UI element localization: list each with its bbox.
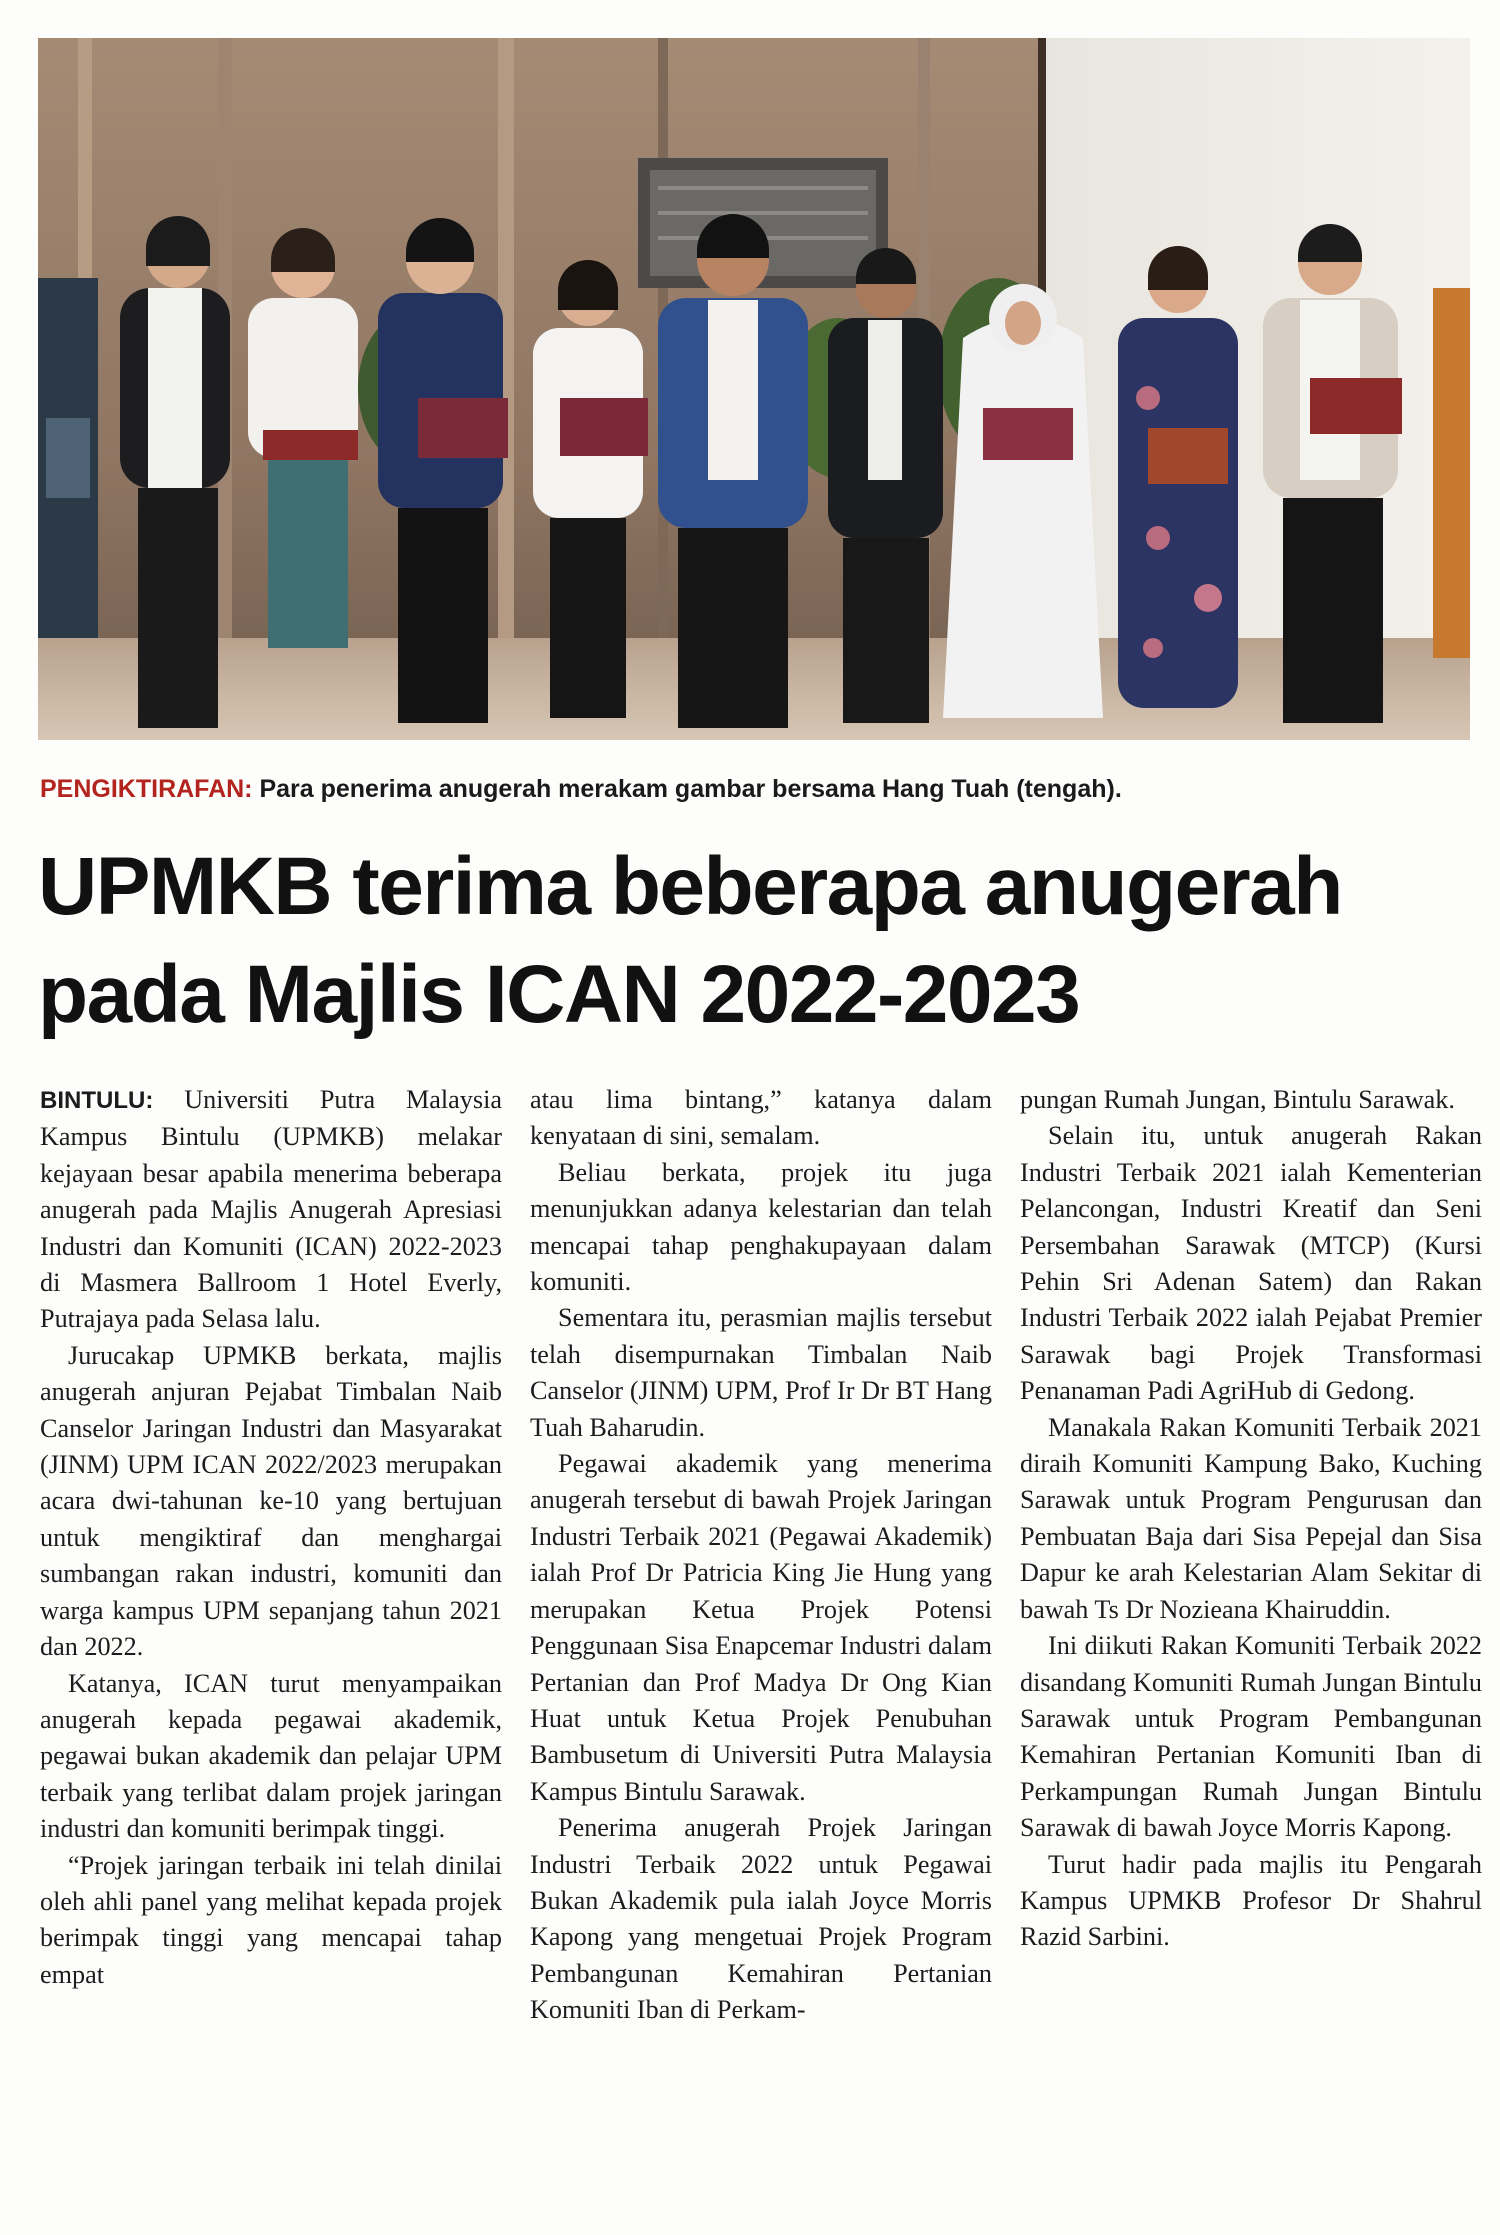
paragraph: pungan Rumah Jungan, Bintulu Sarawak. — [1020, 1085, 1455, 1114]
paragraph — [40, 1082, 502, 1338]
dateline: BINTULU: — [40, 1087, 154, 1114]
headline — [38, 833, 1478, 1049]
article-column-3 — [1020, 1082, 1482, 1956]
paragraph: Penerima anugerah Projek Jaringan Industri Terbaik 2022 untuk Pegawai Bukan Akademik pula ialah Joyce Morris Kapong yang mengetuai Projek Program Pembangunan Kemahiran Pertanian Komuniti Iban di Perkam- — [530, 1813, 992, 2025]
paragraph: Turut hadir pada majlis itu Pengarah Kampus UPMKB Profesor Dr Shahrul Razid Sarbini. — [1020, 1849, 1482, 1952]
paragraph-text: Universiti Putra Malaysia Kampus Bintulu (UPMKB) melakar kejayaan besar apabila menerima beberapa anugerah pada Majlis Anugerah Apresiasi Industri dan Komuniti (ICAN) 2022-2023 di Masmera Ballroom 1 Hotel Everly, Putrajaya pada Selasa lalu. — [40, 1085, 502, 1334]
paragraph: Ini diikuti Rakan Komuniti Terbaik 2022 disandang Komuniti Rumah Jungan Bintulu Sarawak untuk Program Pembangunan Kemahiran Pertanian Komuniti Iban di Perkampungan Rumah Jungan Bintulu Sarawak di bawah Joyce Morris Kapong. — [1020, 1631, 1482, 1843]
award-group-photo — [38, 38, 1470, 740]
article-column-2 — [530, 1082, 992, 2029]
paragraph: Jurucakap UPMKB berkata, majlis anugerah anjuran Pejabat Timbalan Naib Canselor Jaringan Industri dan Masyarakat (JINM) UPM ICAN 2022/2023 merupakan acara dwi-tahunan ke-10 yang bertujuan untuk mengiktiraf dan menghargai sumbangan rakan industri, komuniti dan warga kampus UPM sepanjang tahun 2021 dan 2022. — [40, 1340, 502, 1662]
photo-illustration — [38, 38, 1470, 740]
caption-lead: PENGIKTIRAFAN: — [40, 775, 253, 803]
paragraph: Katanya, ICAN turut menyampaikan anugerah kepada pegawai akademik, pegawai bukan akademik dan pelajar UPM terbaik yang terlibat dalam projek jaringan industri dan komuniti berimpak tinggi. — [40, 1668, 502, 1844]
paragraph: Sementara itu, perasmian majlis tersebut telah disempurnakan Timbalan Naib Canselor (JINM) UPM, Prof Ir Dr BT Hang Tuah Baharudin. — [530, 1303, 992, 1442]
paragraph: Selain itu, untuk anugerah Rakan Industri Terbaik 2021 ialah Kementerian Pelancongan, Industri Kreatif dan Seni Persembahan Sarawak (MTCP) (Kursi Pehin Sri Adenan Satem) dan Rakan Industri Terbaik 2022 ialah Pejabat Premier Sarawak bagi Projek Transformasi Penanaman Padi AgriHub di Gedong. — [1020, 1121, 1482, 1406]
headline-line-1: UPMKB terima beberapa anugerah — [38, 841, 1342, 932]
paragraph: atau lima bintang,” katanya dalam kenyataan di sini, semalam. — [530, 1085, 992, 1151]
paragraph: “Projek jaringan terbaik ini telah dinilai oleh ahli panel yang melihat kepada projek berimpak tinggi yang mencapai tahap empat — [40, 1850, 502, 1989]
paragraph: Beliau berkata, projek itu juga menunjukkan adanya kelestarian dan telah mencapai tahap penghakupayaan dalam komuniti. — [530, 1157, 992, 1297]
caption-text: Para penerima anugerah merakam gambar bersama Hang Tuah (tengah). — [252, 775, 1122, 803]
paragraph: Manakala Rakan Komuniti Terbaik 2021 diraih Komuniti Kampung Bako, Kuching Sarawak untuk Program Pengurusan dan Pembuatan Baja dari Sisa Pepejal dan Sisa Dapur ke arah Kelestarian Alam Sekitar di bawah Ts Dr Nozieana Khairuddin. — [1020, 1412, 1482, 1624]
photo-caption — [40, 772, 1460, 806]
paragraph: Pegawai akademik yang menerima anugerah tersebut di bawah Projek Jaringan Industri Terbaik 2021 (Pegawai Akademik) ialah Prof Dr Patricia King Jie Hung yang merupakan Ketua Projek Potensi Penggunaan Sisa Enapcemar Industri dalam Pertanian dan Prof Madya Dr Ong Kian Huat untuk Ketua Projek Penubuhan Bambusetum di Universiti Putra Malaysia Kampus Bintulu Sarawak. — [530, 1449, 992, 1806]
headline-line-2: pada Majlis ICAN 2022-2023 — [38, 949, 1080, 1040]
article-column-1 — [40, 1082, 502, 1993]
